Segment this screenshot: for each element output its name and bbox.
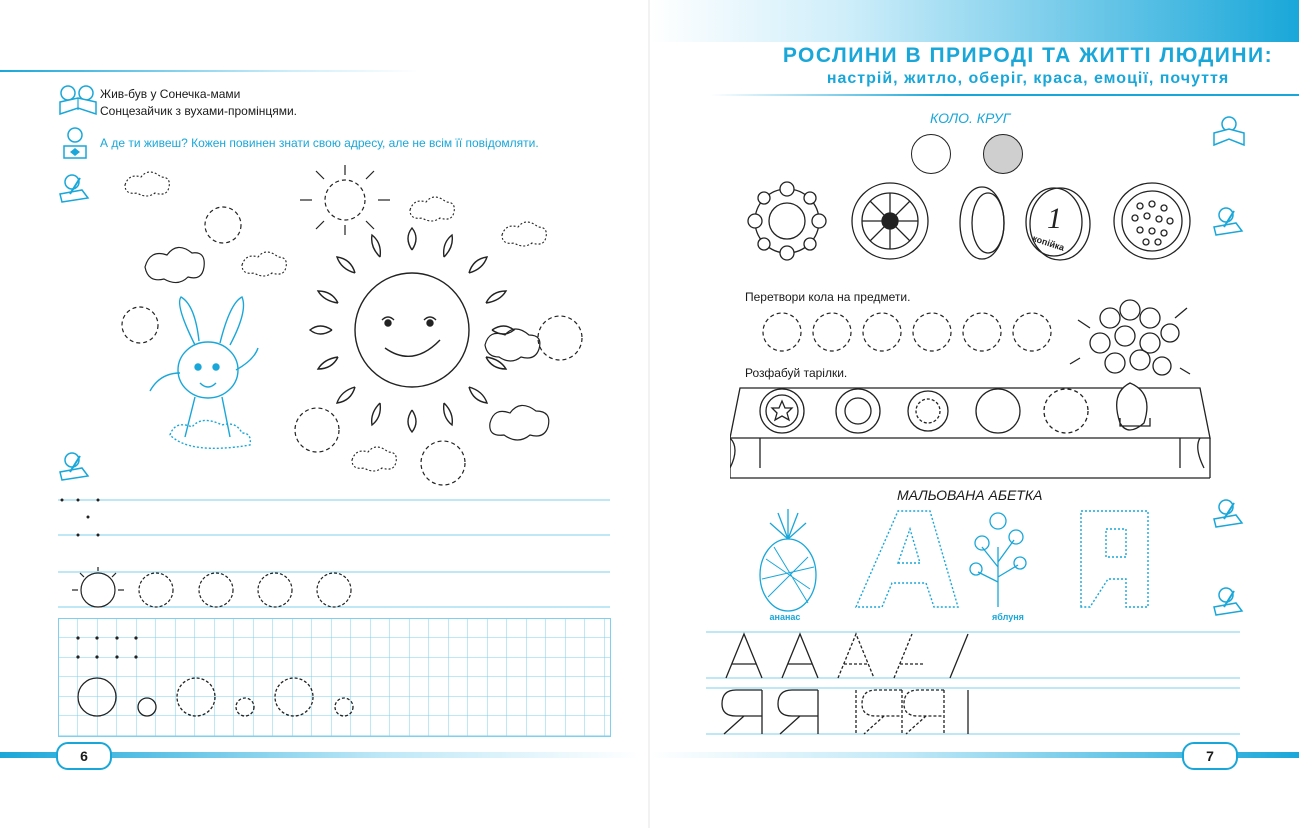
caption-apple: яблуня [992,612,1024,622]
caption-pineapple: ананас [769,612,801,622]
poem-line-1: Жив-був у Сонечка-мами [100,87,241,101]
alphabet-illustrations [748,507,1188,615]
round-objects-row [742,176,1202,266]
section-title: КОЛО. КРУГ [930,110,1011,126]
page-title: РОСЛИНИ В ПРИРОДІ ТА ЖИТТІ ЛЮДИНИ: [782,44,1274,67]
task-color: Розфабуй тарілки. [745,366,848,380]
sun-bunny-illustration [100,155,600,495]
header-rule [710,94,1299,96]
address-question: А де ти живеш? Кожен повинен знати свою адресу, але не всім її повідомляти. [100,136,539,150]
task-transform: Перетвори кола на предмети. [745,290,911,304]
child-reading-icon [58,84,98,118]
coin-number: 1 [1047,202,1062,235]
page-gutter [648,0,650,828]
child-writing-icon [1212,585,1246,619]
child-writing-icon [58,450,92,484]
child-reading-icon [1212,115,1246,149]
child-writing-icon [58,172,92,206]
poem-line-2: Сонцезайчик з вухами-промінцями. [100,104,298,118]
circle-filled [983,134,1023,174]
coin-word: копійка [1031,233,1066,253]
page-number: 7 [1182,742,1238,770]
top-rule [0,70,420,72]
child-writing-icon [1212,205,1246,239]
table-plates-vase [730,288,1220,483]
letter-writing-lines [706,628,1242,740]
circle-outline [911,134,951,174]
page-number: 6 [56,742,112,770]
header-bar [650,0,1299,42]
writing-practice-lines [58,495,612,610]
child-thinking-icon [58,126,92,160]
page-subtitle: настрій, житло, оберіг, краса, емоції, почуття [826,70,1230,87]
child-writing-icon [1212,497,1246,531]
alphabet-title: МАЛЬОВАНА АБЕТКА [897,487,1043,503]
right-page [650,0,1299,828]
grid-practice [58,618,612,738]
